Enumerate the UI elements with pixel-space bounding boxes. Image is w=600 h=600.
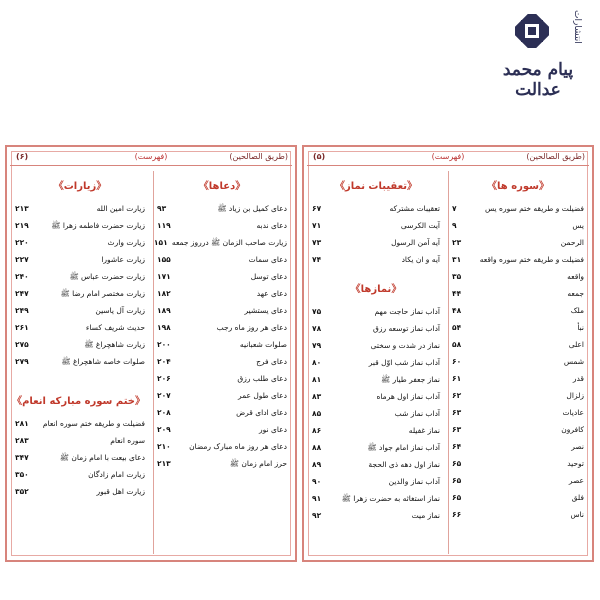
entry-title: آداب نماز حاجت مهم [374,307,440,316]
toc-entry [153,234,287,251]
toc-entry [312,439,440,456]
toc-entry [452,404,584,421]
entry-page-number: ۴۴ [452,289,462,298]
entry-title: آداب نماز توسعه رزق [373,324,440,333]
ziyarat-column [12,171,145,554]
entry-title: زیارت عاشورا [101,255,145,264]
entry-title: نماز جعفر طیار ﷺ [381,375,440,384]
book-spread [5,145,594,562]
entry-title: ناس [570,510,584,519]
entry-page-number: ۸۸ [312,443,322,452]
toc-entry [452,285,584,302]
entry-page-number: ۲۳ [452,238,462,247]
toc-entry [157,302,287,319]
entry-page-number: ۶۵ [452,459,462,468]
entry-page-number: ۳۵ [452,272,462,281]
entry-page-number: ۲۴۹ [15,306,29,315]
publisher-name: پیام محمد عدالت [502,60,574,100]
entry-title: تعقیبات مشترکه [389,204,440,213]
toc-entry [157,217,287,234]
publisher-logo-icon [515,14,549,48]
section-title: 《تعقیبات نماز》 [334,181,418,192]
publisher-label: انتشارات [572,10,582,44]
left-page [5,145,297,562]
section-title: 《زیارات》 [53,181,107,192]
toc-entry [452,302,584,319]
entry-title: فضیلت و طریقه ختم سوره انعام [42,419,145,428]
entry-title: کافرون [561,425,584,434]
toc-entry [312,473,440,490]
toc-entry [452,421,584,438]
entry-title: زیارت شاهچراغ ﷺ [84,340,145,349]
entry-page-number: ۸۵ [312,409,322,418]
entry-page-number: ۶۳ [452,425,462,434]
entry-title: دعای فرج [256,357,287,366]
page-number: (۶) [16,152,29,161]
toc-entry [15,319,145,336]
entry-page-number: ۲۷۵ [15,340,29,349]
entry-page-number: ۲۱۳ [15,204,29,213]
toc-entry [15,234,145,251]
entry-page-number: ۹۲ [312,511,322,520]
entry-title: نماز اول دهه ذی الحجة [368,460,440,469]
entry-page-number: ۱۹۸ [157,323,171,332]
entry-title: نماز استغاثه به حضرت زهرا ﷺ [341,494,440,503]
toc-entry [15,415,145,432]
entry-title: آداب نماز شب اوّل قبر [368,358,440,367]
toc-entry [157,285,287,302]
page-number: (۵) [313,152,326,161]
entry-page-number: ۲۶۱ [15,323,29,332]
entry-page-number: ۶۴ [452,442,462,451]
entry-title: دعای سمات [248,255,287,264]
toc-entry [157,421,287,438]
entry-page-number: ۲۲۷ [15,255,29,264]
entry-title: دعای توسل [250,272,287,281]
entry-page-number: ۹۳ [157,204,167,213]
toc-entry [452,200,584,217]
toc-entry [15,483,145,500]
entry-title: زیارت امام زادگان [88,470,145,479]
entry-page-number: ۸۶ [312,426,322,435]
entry-page-number: ۶۳ [452,408,462,417]
toc-entry [15,200,145,217]
entry-title: شمس [563,357,584,366]
entry-title: دعای ادای قرض [236,408,287,417]
entry-title: زیارت حضرت فاطمه زهرا ﷺ [51,221,145,230]
entry-page-number: ۷۵ [312,307,322,316]
toc-entry [15,217,145,234]
entry-title: فضیلت و طریقه ختم سوره واقعه [479,255,584,264]
entry-title: توحید [567,459,584,468]
entry-page-number: ۷۹ [312,341,322,350]
toc-entry [15,285,145,302]
entry-page-number: ۸۹ [312,460,322,469]
entry-title: زیارت مختصر امام رضا ﷺ [60,289,145,298]
entry-page-number: ۱۸۲ [157,289,171,298]
toc-entry [15,268,145,285]
entry-title: واقعه [567,272,584,281]
entry-title: زیارت اهل قبور [96,487,145,496]
entry-title: دعای هر روز ماه مبارک رمضان [189,442,287,451]
entry-page-number: ۴۸ [452,306,462,315]
toc-entry [312,422,440,439]
entry-page-number: ۲۱۹ [15,221,29,230]
entry-page-number: ۲۰۷ [157,391,171,400]
entry-page-number: ۹۰ [312,477,322,486]
toc-entry [312,200,440,217]
toc-entry [312,490,440,507]
toc-entry [452,251,584,268]
entry-page-number: ۶۵ [452,493,462,502]
entry-title: سوره انعام [110,436,145,445]
toc-entry [157,404,287,421]
toc-entry [15,449,145,466]
suras-column [452,171,584,554]
entry-page-number: ۹ [452,221,457,230]
entry-title: ملک [570,306,584,315]
toc-entry [15,251,145,268]
entry-page-number: ۲۸۱ [15,419,29,428]
toc-entry [312,371,440,388]
entry-page-number: ۷۱ [312,221,322,230]
toc-entry [452,353,584,370]
entry-title: فضیلت و طریقه ختم سوره یس [484,204,584,213]
entry-page-number: ۳۵۰ [15,470,29,479]
entry-title: حدیث شریف کساء [85,323,145,332]
entry-page-number: ۶۱ [452,374,462,383]
entry-title: آداب نماز امام جواد ﷺ [367,443,440,452]
prayers-column [312,171,440,554]
toc-entry [312,251,440,268]
section-title: 《سوره ها》 [487,181,549,192]
entry-title: حرز امام زمان ﷺ [229,459,287,468]
toc-entry [312,234,440,251]
toc-entry [157,268,287,285]
entry-page-number: ۲۱۳ [157,459,171,468]
entry-page-number: ۵۴ [452,323,462,332]
entry-page-number: ۲۰۹ [157,425,171,434]
toc-label: (فهرست) [431,152,465,161]
entry-title: فلق [571,493,584,502]
entry-page-number: ۶۲ [452,391,462,400]
entry-page-number: ۱۷۱ [157,272,171,281]
entry-title: آیت الکرسی [400,221,440,230]
entry-page-number: ۸۰ [312,358,322,367]
entry-page-number: ۳۵۲ [15,487,29,496]
entry-title: یس [572,221,584,230]
toc-entry [452,387,584,404]
toc-entry [15,302,145,319]
toc-entry [452,455,584,472]
toc-entry [312,217,440,234]
entry-title: دعای نور [259,425,287,434]
entry-title: دعای بیعت با امام زمان ﷺ [59,453,145,462]
entry-page-number: ۷۸ [312,324,322,333]
toc-entry [157,438,287,455]
entry-title: نصر [571,442,584,451]
toc-entry [157,370,287,387]
entry-title: زیارت حضرت عباس ﷺ [69,272,145,281]
entry-page-number: ۲۷۹ [15,357,29,366]
entry-title: اعلی [568,340,584,349]
toc-entry [452,370,584,387]
entry-title: نماز غفیله [408,426,440,435]
entry-page-number: ۳۴۷ [15,453,29,462]
entry-page-number: ۲۰۸ [157,408,171,417]
entry-page-number: ۲۱۰ [157,442,171,451]
toc-entry [157,353,287,370]
entry-page-number: ۷۳ [312,238,322,247]
toc-entry [312,337,440,354]
entry-page-number: ۵۸ [452,340,462,349]
entry-page-number: ۹۱ [312,494,322,503]
toc-entry [312,388,440,405]
entry-page-number: ۶۷ [312,204,322,213]
entry-page-number: ۶۰ [452,357,462,366]
left-page-header [10,150,292,166]
section-title: 《دعاها》 [198,181,246,192]
toc-entry [452,234,584,251]
toc-entry [157,251,287,268]
right-page-header [307,150,589,166]
entry-title: دعای عهد [256,289,287,298]
entry-page-number: ۲۴۷ [15,289,29,298]
toc-entry [15,432,145,449]
toc-entry [312,405,440,422]
entry-page-number: ۳۱ [452,255,462,264]
entry-page-number: ۱۸۹ [157,306,171,315]
entry-page-number: ۱۵۵ [157,255,171,264]
entry-page-number: ۷۴ [312,255,322,264]
entry-title: دعای کمیل بن زیاد ﷺ [217,204,287,213]
entry-title: آداب نماز والدین [388,477,440,486]
entry-title: دعای هر روز ماه رجب [216,323,287,332]
toc-entry [157,336,287,353]
toc-entry [157,319,287,336]
entry-page-number: ۲۰۴ [157,357,171,366]
entry-page-number: ۶۵ [452,476,462,485]
toc-entry [452,472,584,489]
toc-entry [15,336,145,353]
entry-title: زیارت آل یاسین [95,306,145,315]
entry-page-number: ۲۲۰ [15,238,29,247]
book-title: (طریق الصالحین) [526,152,585,161]
entry-title: صلوات شعبانیه [239,340,287,349]
section-title: 《نمازها》 [350,284,402,295]
toc-entry [452,438,584,455]
entry-title: نماز میت [411,511,440,520]
entry-page-number: ۲۴۰ [15,272,29,281]
toc-entry [312,456,440,473]
toc-entry [157,387,287,404]
toc-entry [15,353,145,370]
entry-title: عصر [568,476,584,485]
entry-page-number: ۱۵۱ [153,238,168,247]
entry-title: نبأ [577,323,584,332]
section-title: 《ختم سوره مبارکه انعام》 [12,396,145,407]
entry-title: نماز در شدت و سختی [370,341,440,350]
entry-title: آداب نماز اول هرماه [376,392,440,401]
entry-page-number: ۸۱ [312,375,322,384]
entry-title: دعای طلب رزق [237,374,287,383]
entry-page-number: ۲۸۳ [15,436,29,445]
entry-page-number: ۲۰۶ [157,374,171,383]
book-title: (طریق الصالحین) [229,152,288,161]
entry-title: دعای ندبه [256,221,287,230]
duas-column [153,171,287,554]
toc-entry [312,507,440,524]
entry-title: دعای یستشیر [244,306,287,315]
entry-title: زیارت صاحب الزمان ﷺ درروز جمعه [171,238,287,247]
entry-page-number: ۸۳ [312,392,322,401]
toc-entry [452,319,584,336]
right-page [302,145,594,562]
toc-entry [452,506,584,523]
toc-entry [157,455,287,472]
entry-title: زیارت امین الله [96,204,145,213]
entry-title: عادیات [562,408,584,417]
entry-page-number: ۱۱۹ [157,221,171,230]
entry-page-number: ۶۶ [452,510,462,519]
toc-entry [312,354,440,371]
toc-entry [452,336,584,353]
toc-entry [452,268,584,285]
entry-page-number: ۲۰۰ [157,340,171,349]
entry-title: دعای طول عمر [238,391,287,400]
toc-entry [157,200,287,217]
entry-title: آیه و ان یکاد [401,255,440,264]
entry-title: صلوات خاصه شاهچراغ ﷺ [61,357,145,366]
toc-entry [312,303,440,320]
toc-label: (فهرست) [134,152,168,161]
entry-title: آیه آمن الرسول [391,238,440,247]
toc-entry [452,217,584,234]
entry-title: الرحمن [560,238,584,247]
toc-entry [15,466,145,483]
entry-title: آداب نماز شب [394,409,440,418]
entry-title: زیارت وارث [107,238,145,247]
entry-title: جمعه [567,289,584,298]
entry-title: زلزال [566,391,584,400]
toc-entry [312,320,440,337]
toc-entry [452,489,584,506]
entry-title: قدر [572,374,584,383]
entry-page-number: ۷ [452,204,457,213]
